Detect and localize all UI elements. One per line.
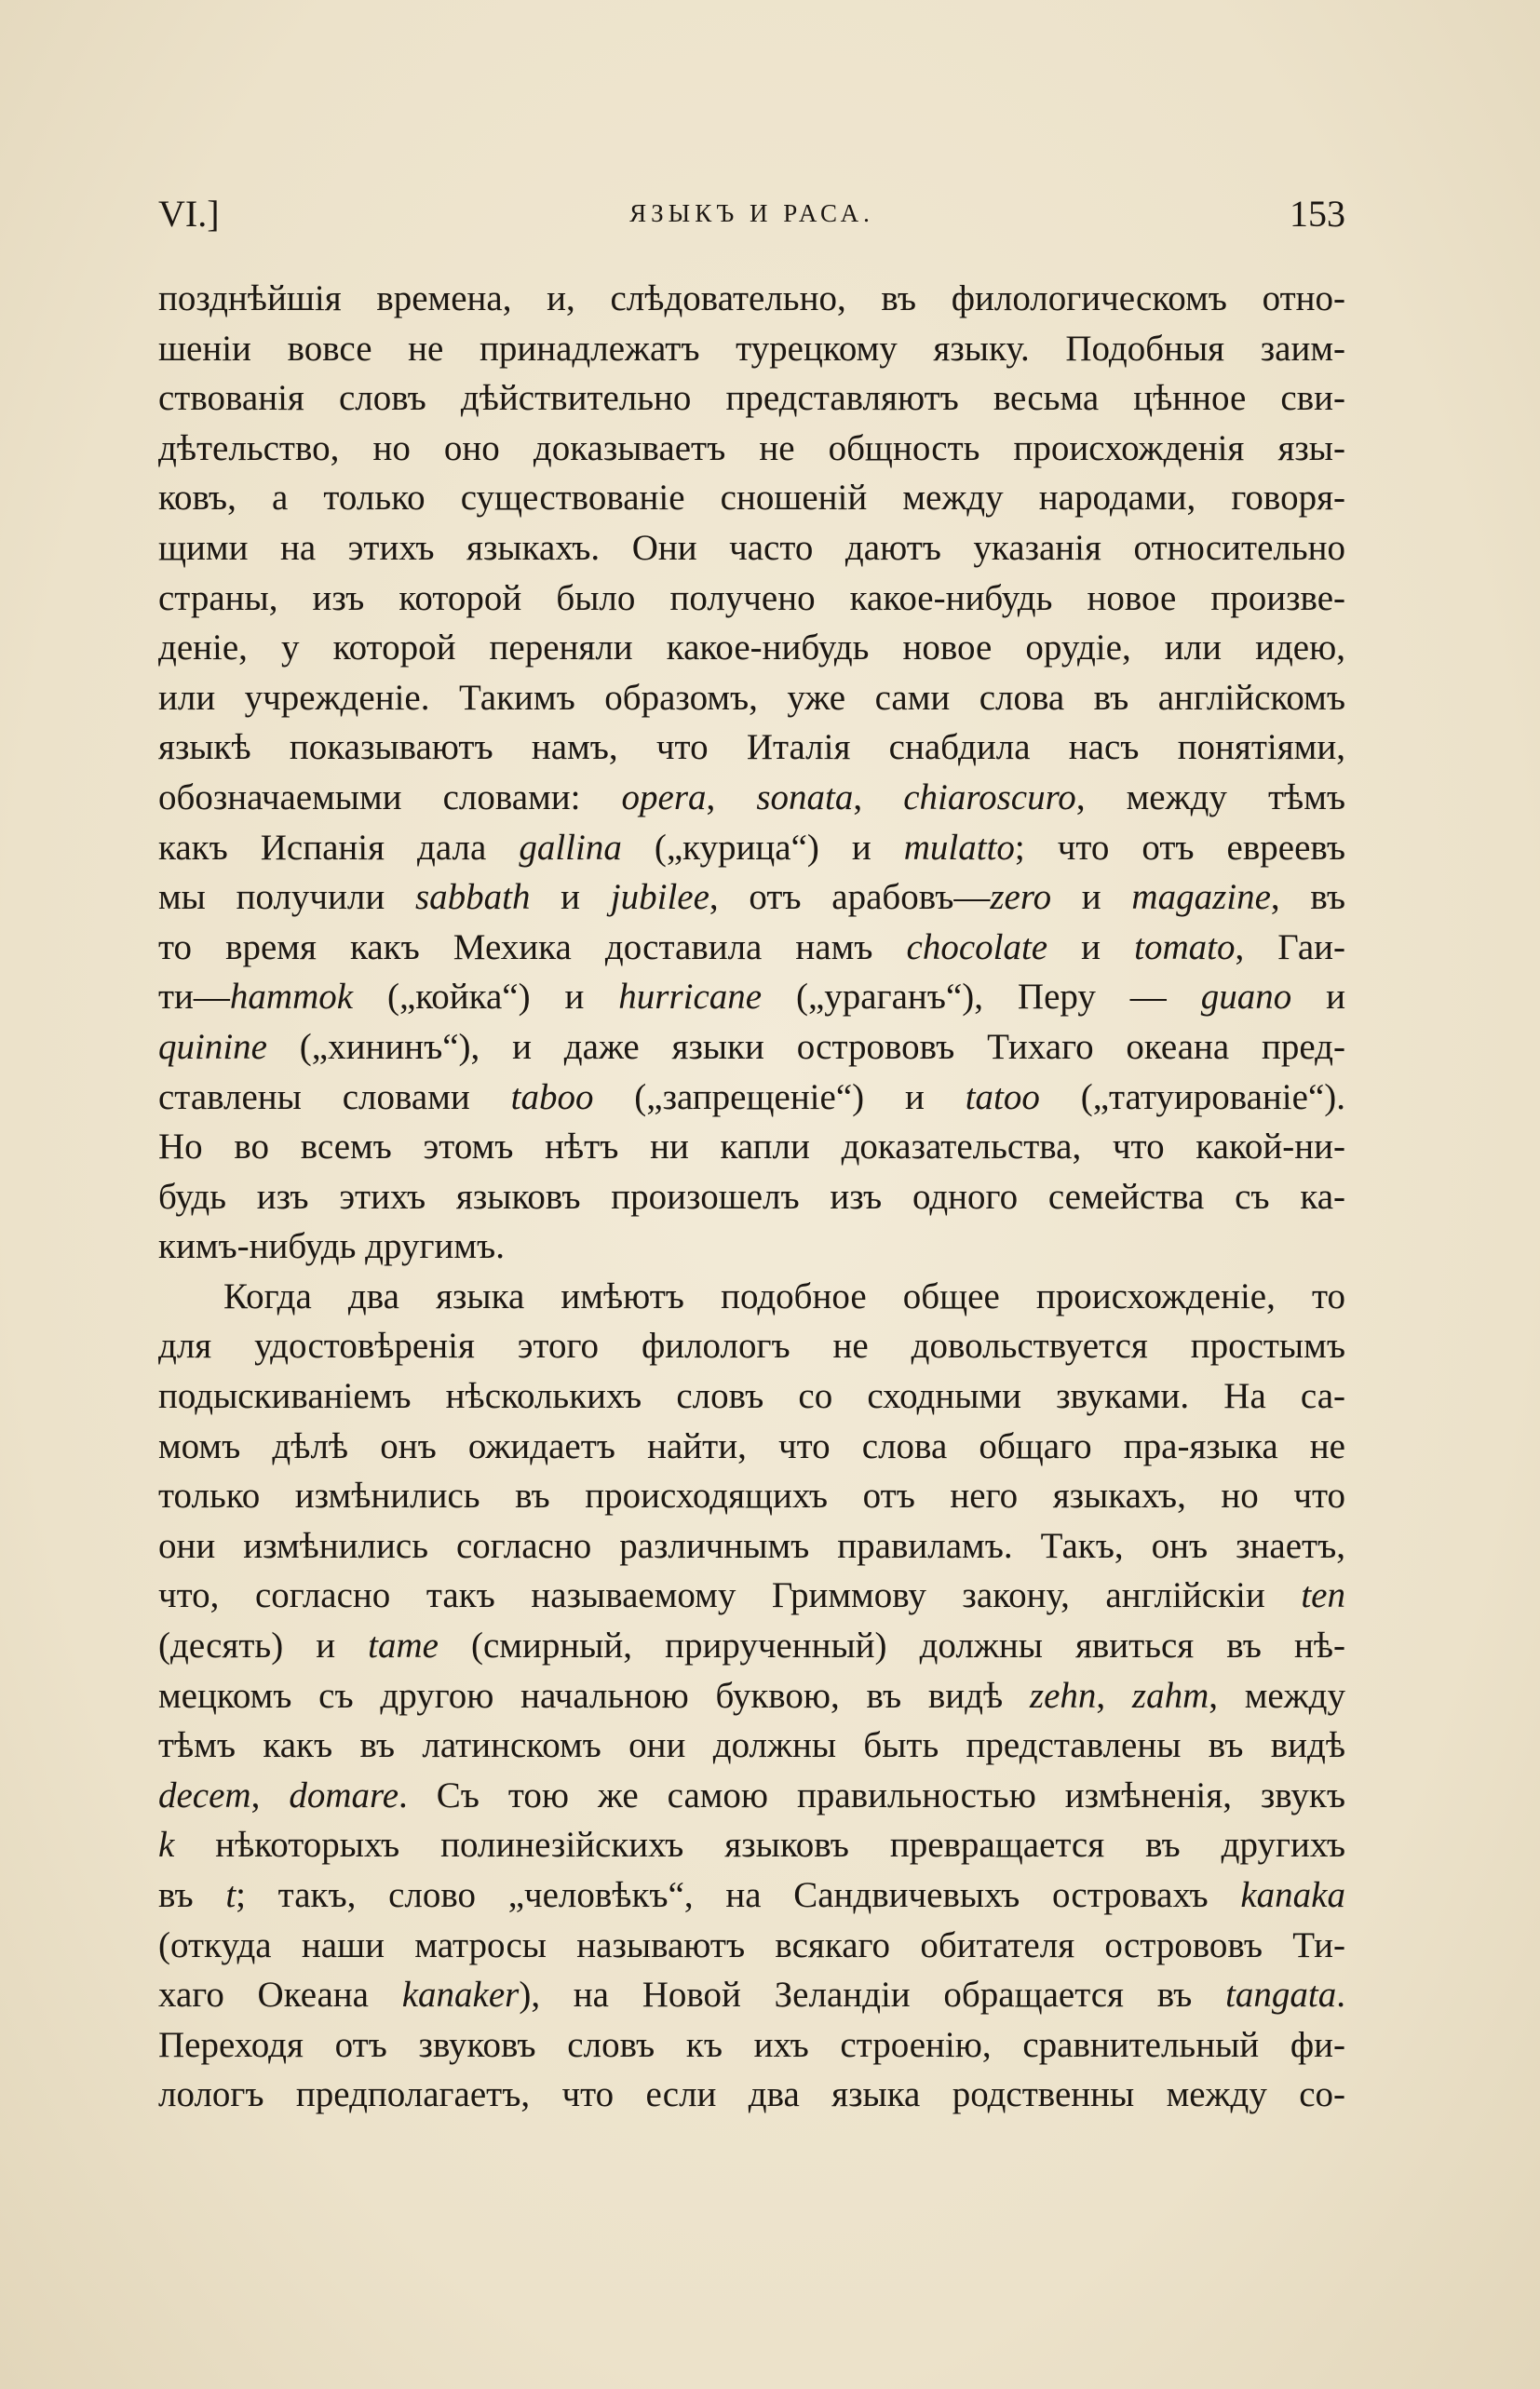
foreign-word: sabbath xyxy=(414,877,531,918)
text-segment: лологъ предполагаетъ, что если два языка родственны между со- xyxy=(158,2074,1345,2115)
text-segment: Но во всемъ этомъ нѣтъ ни капли доказательства, что какой-ни- xyxy=(158,1127,1345,1168)
text-segment: хаго Океана xyxy=(158,1975,402,2016)
foreign-word: tame xyxy=(368,1626,439,1667)
text-segment: мецкомъ съ другою начальною буквою, въ видѣ xyxy=(158,1675,1030,1716)
text-segment: для удостовѣренія этого филологъ не довольствуется простымъ xyxy=(158,1326,1345,1367)
text-segment: („татуированіе“). xyxy=(1039,1076,1345,1117)
foreign-word: chocolate xyxy=(906,926,1048,967)
text-line xyxy=(158,923,1345,973)
text-segment: ; такъ, слово „человѣкъ“, на Сандвичевыхъ островахъ xyxy=(236,1875,1241,1915)
text-segment: ; что отъ евреевъ xyxy=(1014,827,1345,868)
text-segment: („курица“) и xyxy=(621,827,904,868)
body-text xyxy=(158,274,1345,2120)
text-segment: то время какъ Мехика доставила намъ xyxy=(158,926,907,967)
text-segment: обозначаемыми словами: xyxy=(158,776,622,817)
text-line xyxy=(158,424,1345,474)
text-segment: („койка“) и xyxy=(353,977,619,1018)
text-segment: („ураганъ“), Перу — xyxy=(762,977,1201,1018)
text-segment: кимъ-нибудь другимъ. xyxy=(158,1226,505,1267)
foreign-word: opera xyxy=(621,776,707,817)
page-number: 153 xyxy=(1290,193,1345,235)
text-line xyxy=(158,1172,1345,1222)
foreign-word: tatoo xyxy=(965,1076,1040,1117)
text-line xyxy=(158,1870,1345,1921)
foreign-word: gallina xyxy=(519,827,622,868)
foreign-word: tangata xyxy=(1225,1975,1337,2016)
text-line xyxy=(158,1970,1345,2020)
text-segment: , xyxy=(250,1775,290,1815)
text-segment: , между xyxy=(1209,1675,1346,1716)
foreign-word: sonata xyxy=(756,776,854,817)
text-segment: . Съ тою же самою правильностью измѣненія, звукъ xyxy=(399,1775,1345,1815)
text-segment: подыскиваніемъ нѣсколькихъ словъ со сходными звуками. На са- xyxy=(158,1376,1345,1417)
text-line xyxy=(158,1371,1345,1422)
foreign-word: zahm xyxy=(1131,1675,1209,1716)
text-line xyxy=(158,473,1345,523)
text-segment: нѣкоторыхъ полинезійскихъ языковъ превращается въ другихъ xyxy=(174,1825,1345,1866)
text-line xyxy=(158,1073,1345,1123)
text-segment: ти— xyxy=(158,977,230,1018)
text-segment: щими на этихъ языкахъ. Они часто даютъ указанія относительно xyxy=(158,527,1345,568)
text-segment: шеніи вовсе не принадлежатъ турецкому языку. Подобныя заим- xyxy=(158,328,1345,369)
text-line xyxy=(158,872,1345,923)
text-segment: въ xyxy=(158,1875,226,1915)
foreign-word: mulatto xyxy=(903,827,1015,868)
text-segment: и xyxy=(530,877,611,918)
text-segment: (откуда наши матросы называютъ всякаго обитателя острововъ Ти- xyxy=(158,1924,1345,1965)
text-segment: . xyxy=(1336,1975,1345,2016)
text-line xyxy=(158,773,1345,823)
text-line xyxy=(158,1272,1345,1322)
text-line xyxy=(158,1422,1345,1472)
text-line xyxy=(158,1820,1345,1870)
text-segment: они измѣнились согласно различнымъ правиламъ. Такъ, онъ знаетъ, xyxy=(158,1525,1345,1566)
text-line xyxy=(158,823,1345,873)
foreign-word: zero xyxy=(990,877,1052,918)
running-header xyxy=(158,192,1345,238)
text-segment: будь изъ этихъ языковъ произошелъ изъ одного семейства съ ка- xyxy=(158,1176,1345,1217)
text-segment: („хининъ“), и даже языки острововъ Тихаго океана пред- xyxy=(266,1026,1345,1067)
text-segment: страны, изъ которой было получено какое-нибудь новое произве- xyxy=(158,577,1345,618)
text-segment: тѣмъ какъ въ латинскомъ они должны быть представлены въ видѣ xyxy=(158,1725,1345,1766)
text-line xyxy=(158,373,1345,424)
text-segment: („запрещеніе“) и xyxy=(593,1076,966,1117)
foreign-word: t xyxy=(225,1875,236,1915)
text-segment: и xyxy=(1051,877,1132,918)
chapter-number: VI.] xyxy=(158,193,220,235)
foreign-word: decem xyxy=(158,1775,251,1815)
text-line xyxy=(158,673,1345,723)
foreign-word: taboo xyxy=(510,1076,594,1117)
text-line xyxy=(158,2020,1345,2071)
text-line xyxy=(158,1221,1345,1272)
text-line xyxy=(158,1771,1345,1821)
text-segment: , Гаи- xyxy=(1235,926,1345,967)
foreign-word: hammok xyxy=(229,977,354,1018)
text-line xyxy=(158,1921,1345,1971)
running-title: ЯЗЫКЪ И РАСА. xyxy=(629,199,874,227)
text-segment: или учрежденіе. Такимъ образомъ, уже сами слова въ англійскомъ xyxy=(158,677,1345,718)
foreign-word: zehn xyxy=(1029,1675,1097,1716)
text-segment: ), на Новой Зеландіи обращается въ xyxy=(519,1975,1226,2016)
foreign-word: k xyxy=(158,1825,175,1866)
foreign-word: guano xyxy=(1200,977,1292,1018)
text-segment: и xyxy=(1291,977,1345,1018)
text-line xyxy=(158,523,1345,574)
text-segment: (десять) и xyxy=(158,1626,369,1667)
text-line xyxy=(158,722,1345,773)
text-segment: только измѣнились въ происходящихъ отъ него языкахъ, но что xyxy=(158,1476,1345,1517)
text-segment: , xyxy=(706,776,757,817)
foreign-word: kanaker xyxy=(401,1975,520,2016)
text-line xyxy=(158,2070,1345,2120)
text-segment: ставлены словами xyxy=(158,1076,511,1117)
foreign-word: hurricane xyxy=(618,977,763,1018)
foreign-word: quinine xyxy=(158,1026,267,1067)
text-segment: мы получили xyxy=(158,877,415,918)
text-segment: момъ дѣлѣ онъ ожидаетъ найти, что слова общаго пра-языка не xyxy=(158,1425,1345,1466)
text-segment: деніе, у которой переняли какое-нибудь новое орудіе, или идею, xyxy=(158,628,1345,668)
foreign-word: magazine xyxy=(1131,877,1271,918)
text-segment: дѣтельство, но оно доказываетъ не общность происхожденія язы- xyxy=(158,427,1345,468)
text-segment: и xyxy=(1047,926,1135,967)
foreign-word: domare xyxy=(289,1775,399,1815)
text-segment: (смирный, прирученный) должны явиться въ нѣ- xyxy=(438,1626,1345,1667)
text-line xyxy=(158,1621,1345,1671)
foreign-word: jubilee xyxy=(610,877,709,918)
foreign-word: kanaka xyxy=(1240,1875,1345,1915)
text-line xyxy=(158,623,1345,673)
text-segment: , xyxy=(1096,1675,1132,1716)
foreign-word: chiaroscuro xyxy=(903,776,1076,817)
text-line xyxy=(158,972,1345,1022)
foreign-word: ten xyxy=(1301,1575,1345,1616)
text-segment: , въ xyxy=(1270,877,1345,918)
text-line xyxy=(158,1671,1345,1721)
text-segment: ствованія словъ дѣйствительно представляютъ весьма цѣнное сви- xyxy=(158,378,1345,419)
text-line xyxy=(158,1571,1345,1621)
text-segment: Когда два языка имѣютъ подобное общее происхожденіе, то xyxy=(223,1275,1345,1316)
text-segment: , отъ арабовъ— xyxy=(709,877,991,918)
text-line xyxy=(158,324,1345,374)
text-segment: что, согласно такъ называемому Гриммову закону, англійскіи xyxy=(158,1575,1302,1616)
text-line xyxy=(158,274,1345,324)
text-line xyxy=(158,1471,1345,1521)
text-line xyxy=(158,1321,1345,1371)
text-line xyxy=(158,1721,1345,1771)
text-segment: Переходя отъ звуковъ словъ къ ихъ строенію, сравнительный фи- xyxy=(158,2024,1345,2065)
text-line xyxy=(158,1122,1345,1172)
text-segment: ковъ, а только существованіе сношеній между народами, говоря- xyxy=(158,478,1345,519)
text-line xyxy=(158,574,1345,624)
text-segment: языкѣ показываютъ намъ, что Италія снабдила насъ понятіями, xyxy=(158,727,1345,768)
text-line xyxy=(158,1521,1345,1572)
text-segment: , xyxy=(853,776,904,817)
text-line xyxy=(158,1022,1345,1073)
text-segment: , между тѣмъ xyxy=(1075,776,1346,817)
foreign-word: tomato xyxy=(1134,926,1236,967)
text-segment: какъ Испанія дала xyxy=(158,827,520,868)
text-segment: позднѣйшія времена, и, слѣдовательно, въ филологическомъ отно- xyxy=(158,278,1345,318)
